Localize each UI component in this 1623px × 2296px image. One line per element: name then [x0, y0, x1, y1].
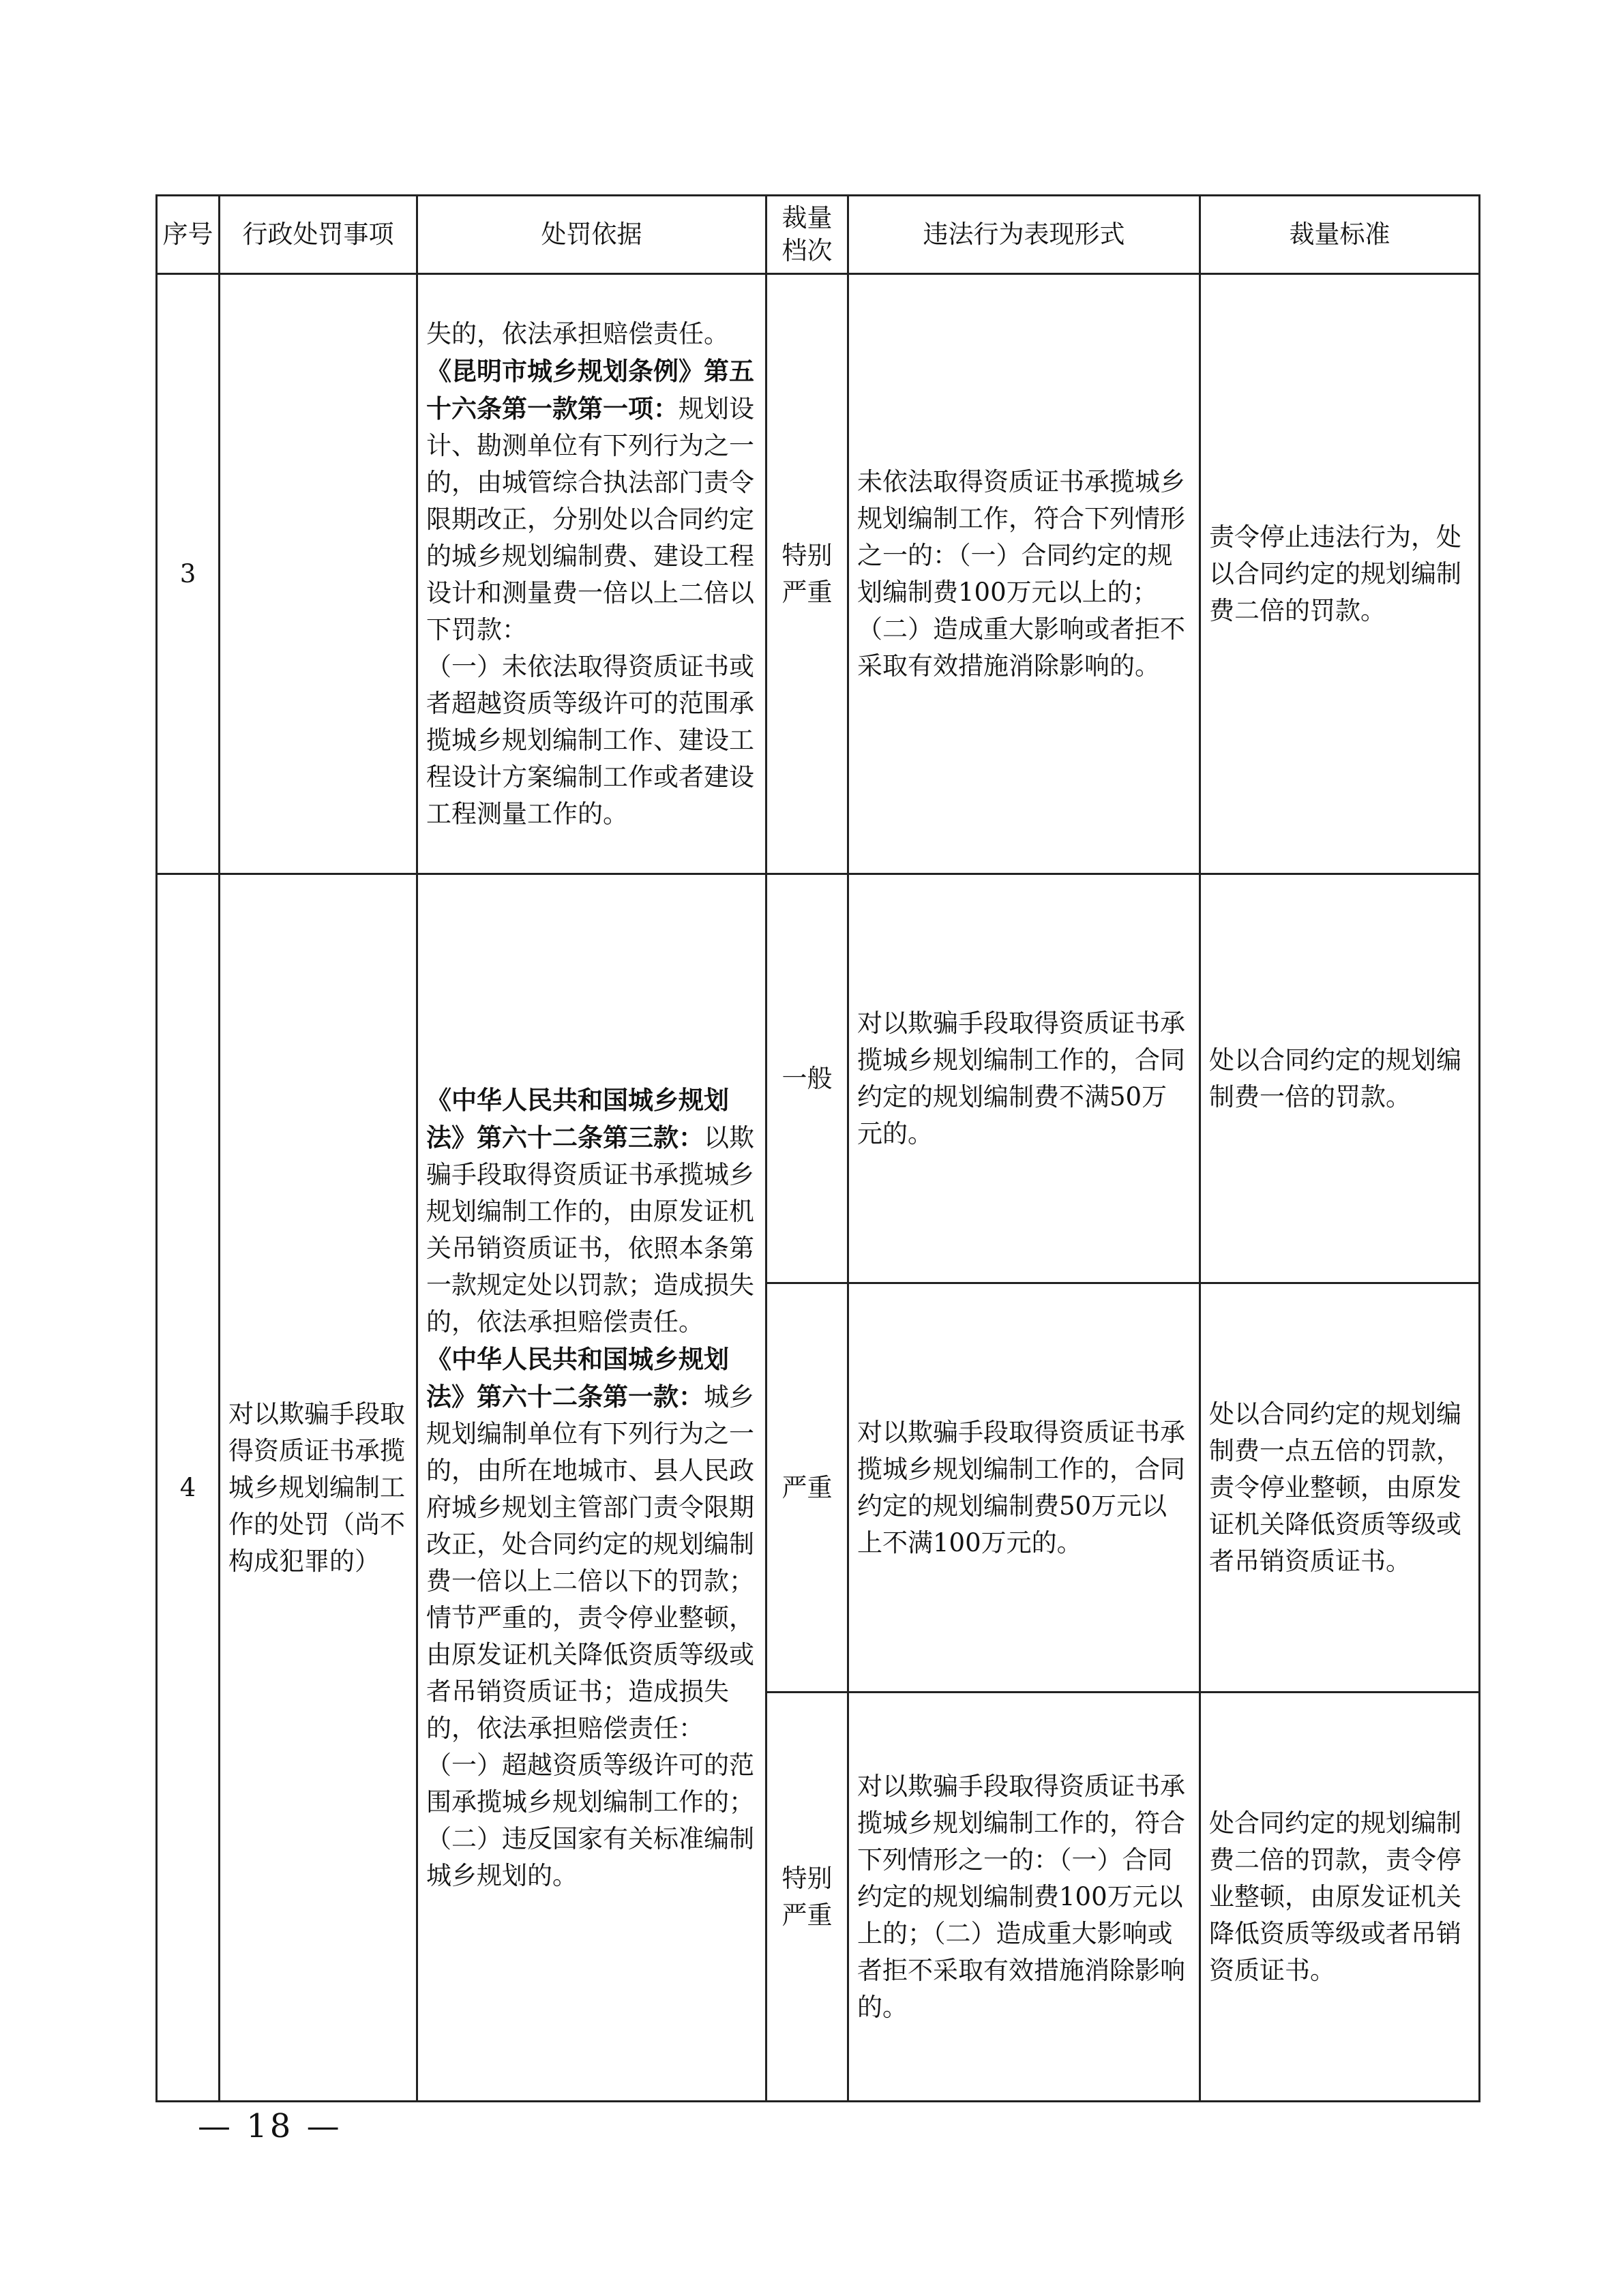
basis-paragraph: （二）违反国家有关标准编制城乡规划的。 — [426, 1823, 754, 1890]
row-item — [220, 274, 417, 874]
row-standard: 处以合同约定的规划编制费一倍的罚款。 — [1200, 874, 1480, 1283]
header-row — [157, 196, 1480, 274]
row-behavior: 未依法取得资质证书承揽城乡规划编制工作，符合下列情形之一的：（一）合同约定的规划编制费100万元以上的；（二）造成重大影响或者拒不采取有效措施消除影响的。 — [848, 274, 1200, 874]
basis-citation: 《昆明市城乡规划条例》第五十六条第一款第一项： — [426, 355, 754, 423]
basis-paragraph: 以欺骗手段取得资质证书承揽城乡规划编制工作的，由原发证机关吊销资质证书，依照本条第一款规定处以罚款；造成损失的，依法承担赔偿责任。 — [426, 1122, 754, 1337]
row-behavior: 对以欺骗手段取得资质证书承揽城乡规划编制工作的，合同约定的规划编制费不满50万元的。 — [848, 874, 1200, 1283]
basis-citation: 《中华人民共和国城乡规划法》第六十二条第一款： — [426, 1343, 729, 1412]
row-behavior: 对以欺骗手段取得资质证书承揽城乡规划编制工作的，符合下列情形之一的：（一）合同约定的规划编制费100万元以上的；（二）造成重大影响或者拒不采取有效措施消除影响的。 — [848, 1693, 1200, 2102]
header-standard: 裁量标准 — [1200, 196, 1480, 274]
header-level: 裁量档次 — [766, 196, 848, 274]
header-behavior: 违法行为表现形式 — [848, 196, 1200, 274]
row-level: 一般 — [766, 874, 848, 1283]
row-behavior: 对以欺骗手段取得资质证书承揽城乡规划编制工作的，合同约定的规划编制费50万元以上不满100万元的。 — [848, 1283, 1200, 1693]
basis-paragraph: 失的，依法承担赔偿责任。 — [426, 318, 729, 348]
basis-citation: 《中华人民共和国城乡规划法》第六十二条第三款： — [426, 1084, 729, 1152]
row-standard: 处合同约定的规划编制费二倍的罚款，责令停业整顿，由原发证机关降低资质等级或者吊销资质证书。 — [1200, 1693, 1480, 2102]
table-row — [157, 874, 1480, 1283]
table-row — [157, 274, 1480, 874]
basis-paragraph: 城乡规划编制单位有下列行为之一的，由所在地城市、县人民政府城乡规划主管部门责令限期改正，处合同约定的规划编制费一倍以上二倍以下的罚款；情节严重的，责令停业整顿，由原发证机关降低资质等级或者吊销资质证书；造成损失的，依法承担赔偿责任： — [426, 1382, 754, 1743]
basis-paragraph: （一）超越资质等级许可的范围承揽城乡规划编制工作的； — [426, 1750, 754, 1817]
basis-paragraph: 规划设计、勘测单位有下列行为之一的，由城管综合执法部门责令限期改正，分别处以合同约定的城乡规划编制费、建设工程设计和测量费一倍以上二倍以下罚款： — [426, 393, 754, 644]
basis-paragraph: （一）未依法取得资质证书或者超越资质等级许可的范围承揽城乡规划编制工作、建设工程设计方案编制工作或者建设工程测量工作的。 — [426, 651, 754, 829]
row-basis — [417, 274, 766, 874]
header-basis: 处罚依据 — [417, 196, 766, 274]
row-seq: 4 — [157, 874, 220, 2102]
row-item: 对以欺骗手段取得资质证书承揽城乡规划编制工作的处罚（尚不构成犯罪的） — [220, 874, 417, 2102]
row-level: 严重 — [766, 1283, 848, 1693]
row-level: 特别严重 — [766, 1693, 848, 2102]
row-seq: 3 — [157, 274, 220, 874]
penalty-table — [155, 194, 1480, 2102]
header-item: 行政处罚事项 — [220, 196, 417, 274]
row-standard: 责令停止违法行为，处以合同约定的规划编制费二倍的罚款。 — [1200, 274, 1480, 874]
page-number: — 18 — — [198, 2107, 342, 2145]
header-seq: 序号 — [157, 196, 220, 274]
row-level: 特别严重 — [766, 274, 848, 874]
row-standard: 处以合同约定的规划编制费一点五倍的罚款，责令停业整顿，由原发证机关降低资质等级或者吊销资质证书。 — [1200, 1283, 1480, 1693]
row-basis — [417, 874, 766, 2102]
